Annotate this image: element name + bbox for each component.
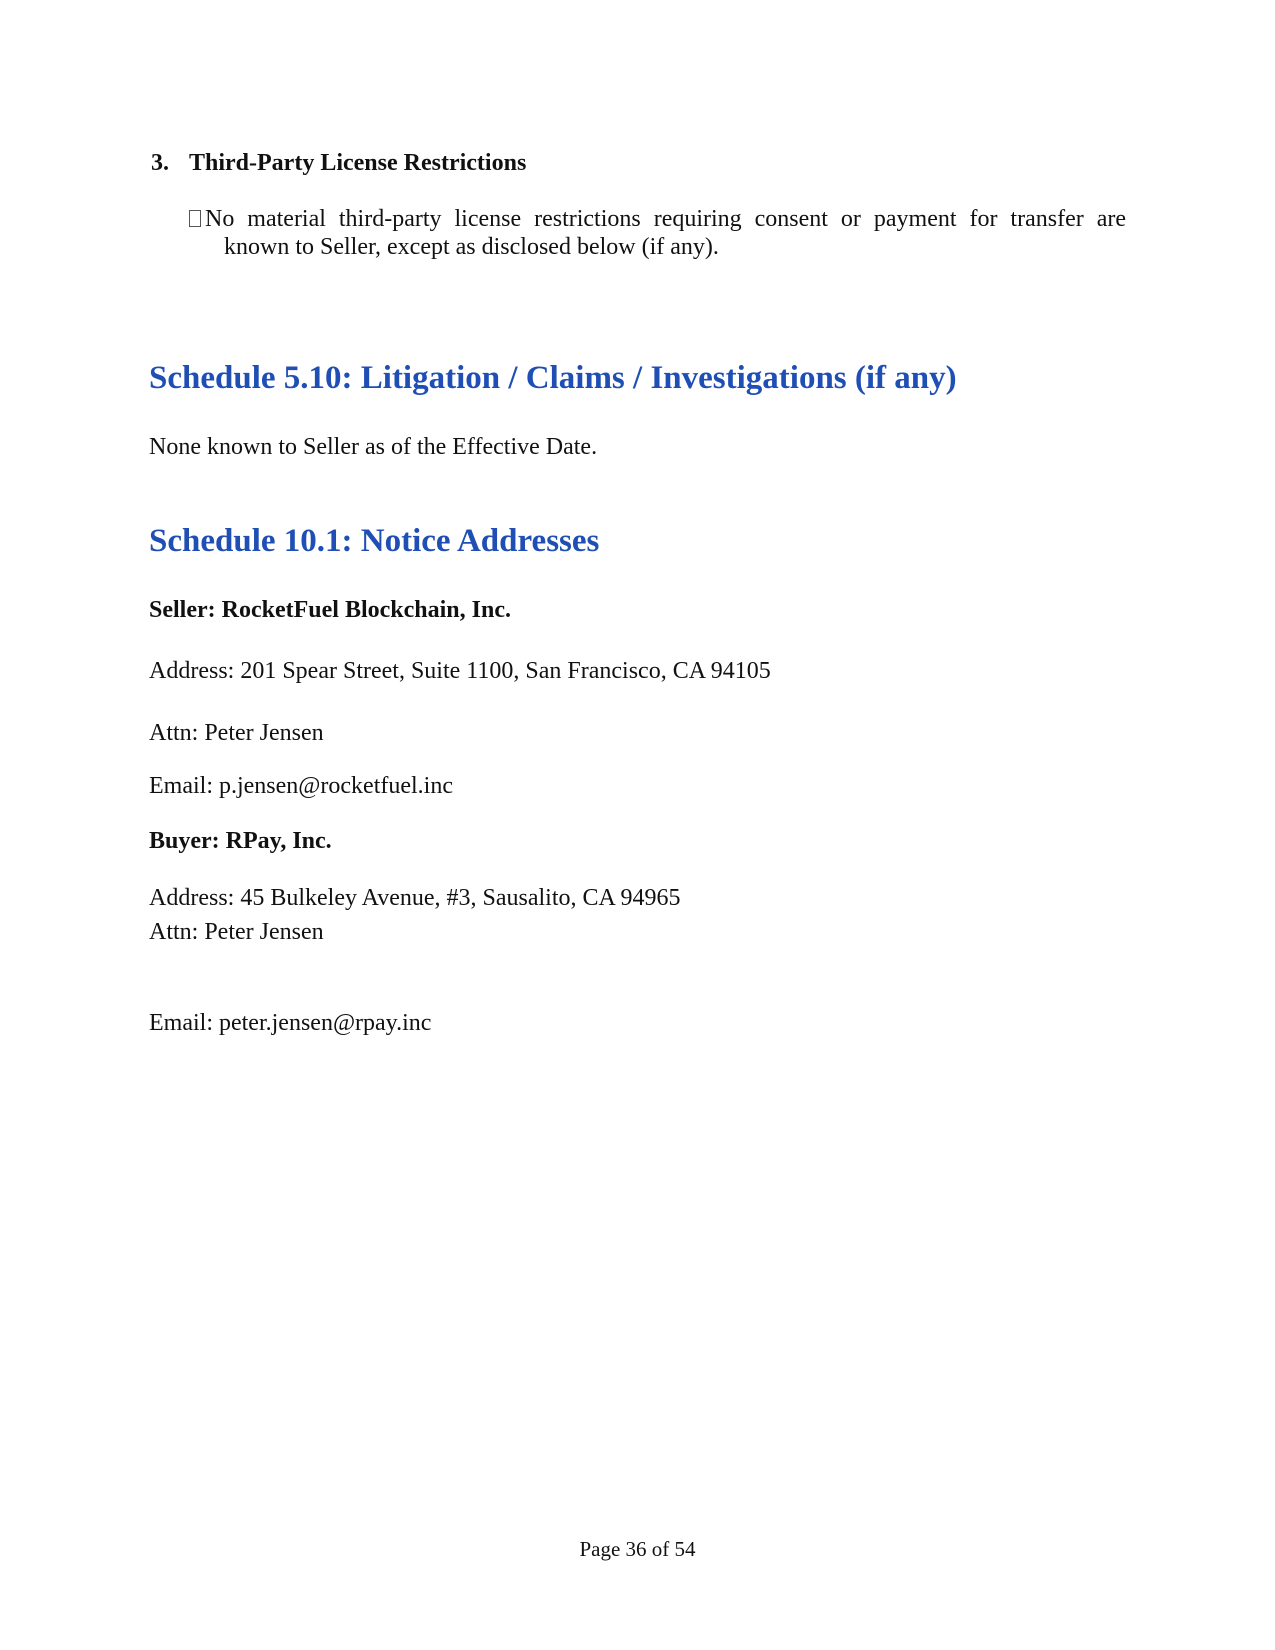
- section-number: 3.: [151, 150, 169, 176]
- schedule-5-10-heading: Schedule 5.10: Litigation / Claims / Investigations (if any): [149, 360, 957, 396]
- seller-attn: Attn: Peter Jensen: [149, 720, 324, 746]
- seller-email: Email: p.jensen@rocketfuel.inc: [149, 773, 453, 799]
- checkbox-text-line-1: No material third-party license restrictions requiring consent or payment for transfer are: [205, 206, 1126, 232]
- checkbox-text-line-2: known to Seller, except as disclosed below (if any).: [224, 234, 719, 260]
- buyer-address: Address: 45 Bulkeley Avenue, #3, Sausalito, CA 94965: [149, 885, 681, 911]
- page-number-footer: Page 36 of 54: [579, 1537, 696, 1561]
- buyer-attn: Attn: Peter Jensen: [149, 919, 324, 945]
- section-3-heading: [151, 150, 526, 177]
- schedule-10-1-heading: Schedule 10.1: Notice Addresses: [149, 523, 600, 559]
- license-restriction-checkbox-item: [189, 205, 1126, 234]
- schedule-5-10-body: None known to Seller as of the Effective Date.: [149, 434, 598, 460]
- buyer-heading: Buyer: RPay, Inc.: [149, 828, 332, 854]
- checkbox-icon[interactable]: [189, 210, 201, 227]
- section-title: Third-Party License Restrictions: [189, 150, 527, 176]
- buyer-email: Email: peter.jensen@rpay.inc: [149, 1010, 432, 1036]
- seller-heading: Seller: RocketFuel Blockchain, Inc.: [149, 597, 511, 623]
- seller-address: Address: 201 Spear Street, Suite 1100, San Francisco, CA 94105: [149, 658, 771, 684]
